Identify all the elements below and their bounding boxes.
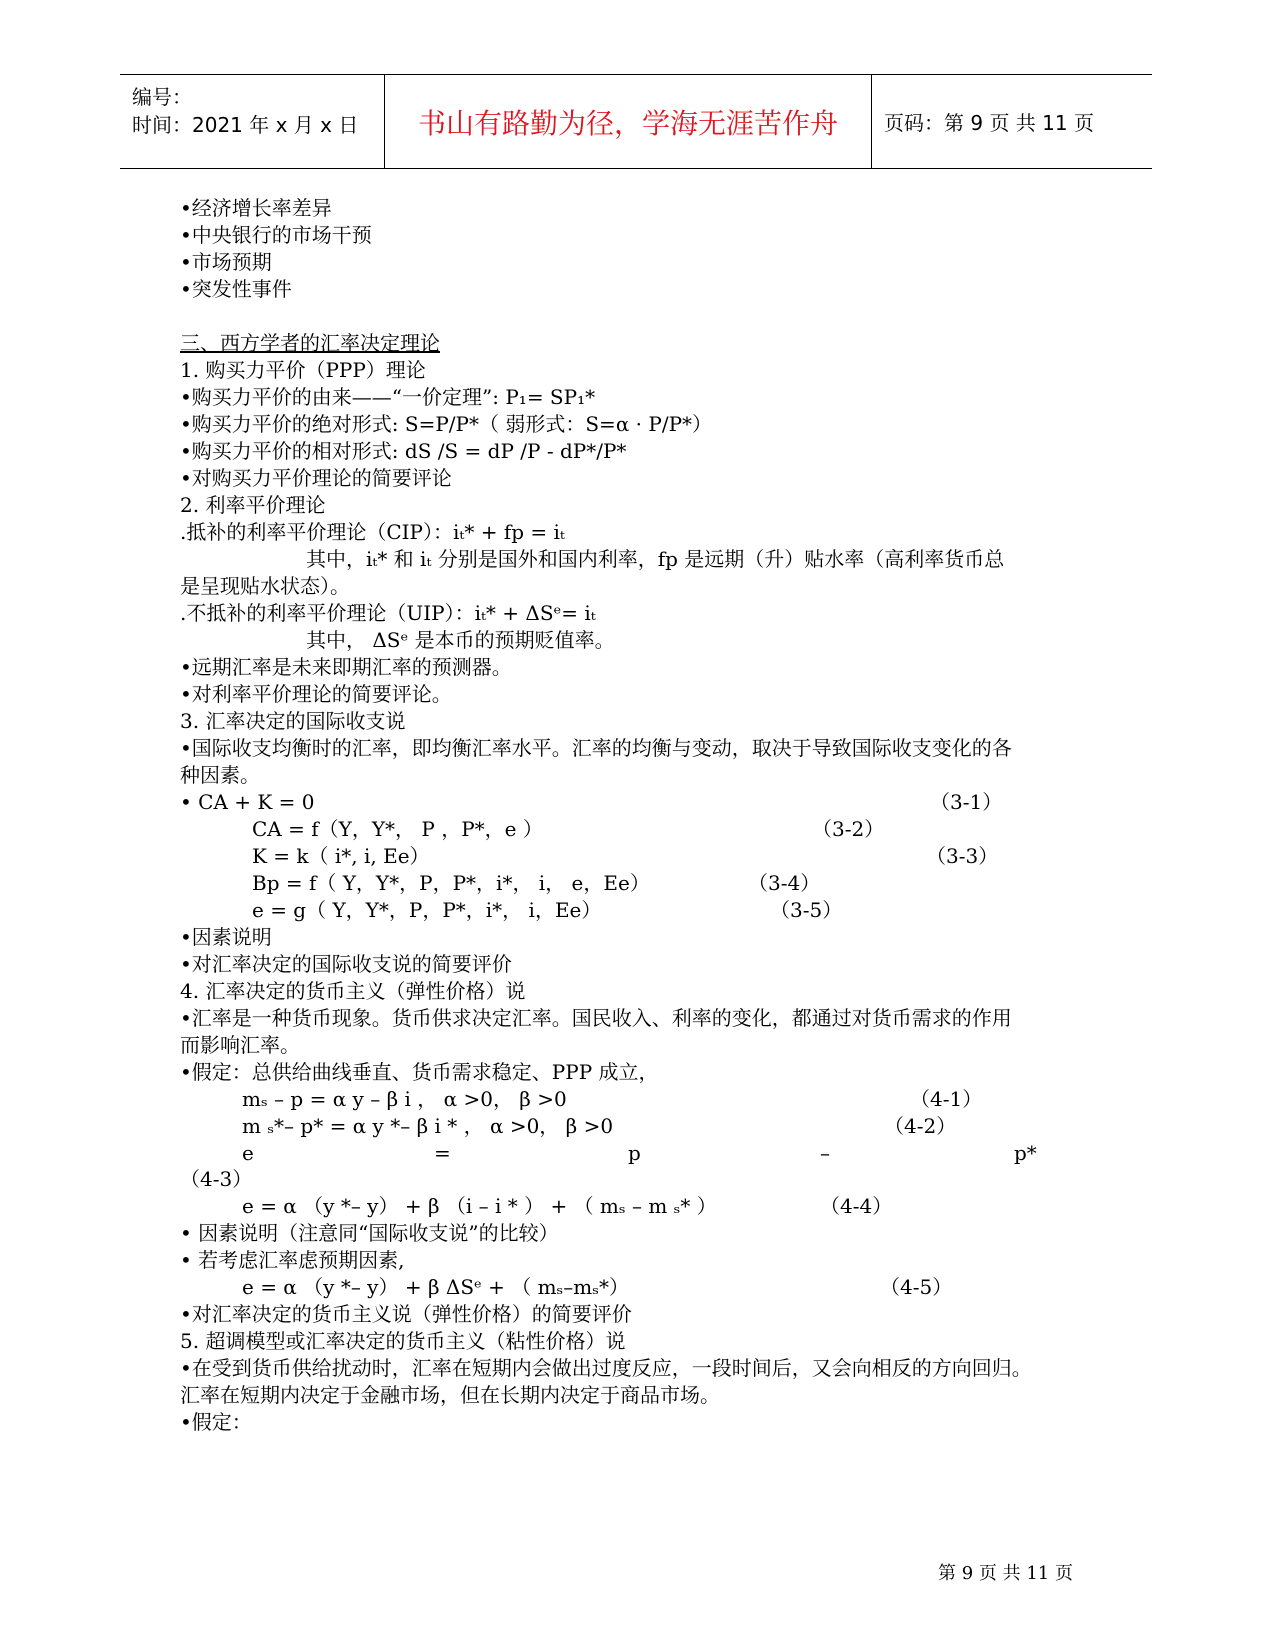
equation-4-3-term: e: [242, 1141, 254, 1165]
bop-text-cont: 种因素。: [180, 763, 260, 787]
bop-review: •对汇率决定的国际收支说的简要评价: [180, 952, 512, 976]
equation-number: （4-4）: [820, 1194, 893, 1218]
header-page-cell: [872, 75, 1152, 168]
monetary-text: •汇率是一种货币现象。货币供求决定汇率。国民收入、利率的变化，都通过对货币需求的作用: [180, 1006, 1012, 1030]
overshooting-assumption: •假定：: [180, 1410, 252, 1434]
equation-number: （4-2）: [884, 1114, 957, 1138]
bullet-expectation: •市场预期: [180, 250, 272, 274]
ppp-absolute: •购买力平价的绝对形式: S=P/P*（ 弱形式：S=α · P/P*）: [180, 412, 713, 436]
equation-number: （3-4）: [748, 871, 821, 895]
equation-4-4: e = α （y *– y） + β （i – i * ） + （ mₛ – m ₛ* ）: [242, 1194, 717, 1218]
ppp-review: •对购买力平价理论的简要评论: [180, 466, 452, 490]
equation-3-3: K = k（ i*, i, Ee）: [252, 844, 430, 868]
equation-3-2: CA = f（Y，Y*， P ，P*，e ）: [252, 817, 543, 841]
bullet-growth: •经济增长率差异: [180, 196, 332, 220]
equation-4-1: mₛ – p = α y – β i ， α >0， β >0: [242, 1087, 567, 1111]
ppp-relative: •购买力平价的相对形式: dS /S = dP /P - dP*/P*: [180, 439, 627, 463]
equation-number: （4-5）: [880, 1275, 953, 1299]
doc-number-label: 编号：: [132, 85, 192, 109]
bullet-events: •突发性事件: [180, 277, 292, 301]
doc-time-label: 时间：2021 年 x 月 x 日: [132, 113, 359, 137]
ppp-origin: •购买力平价的由来——“一价定理”: P₁= SP₁*: [180, 385, 596, 409]
cip-line: .抵补的利率平价理论（CIP）：iₜ* + fp = iₜ: [180, 520, 565, 544]
equation-3-1: • CA + K = 0: [180, 790, 315, 814]
equation-number: （3-1）: [930, 790, 1003, 814]
overshooting-heading: 5. 超调模型或汇率决定的货币主义（粘性价格）说: [180, 1329, 626, 1353]
equation-number: （3-3）: [926, 844, 999, 868]
overshooting-text: •在受到货币供给扰动时，汇率在短期内会做出过度反应，一段时间后，又会向相反的方向回归。: [180, 1356, 1032, 1380]
monetary-heading: 4. 汇率决定的货币主义（弹性价格）说: [180, 979, 526, 1003]
bullet-intervention: •中央银行的市场干预: [180, 223, 372, 247]
forward-rate-line: •远期汇率是未来即期汇率的预测器。: [180, 655, 512, 679]
equation-4-3-term: p*: [1014, 1141, 1037, 1165]
bop-text: •国际收支均衡时的汇率，即均衡汇率水平。汇率的均衡与变动，取决于导致国际收支变化的各: [180, 736, 1012, 760]
equation-number: （4-1）: [910, 1087, 983, 1111]
equation-number: （4-3）: [180, 1167, 253, 1191]
overshooting-text-cont: 汇率在短期内决定于金融市场，但在长期内决定于商品市场。: [180, 1383, 720, 1407]
motto-text: 书山有路勤为径，学海无涯苦作舟: [417, 106, 838, 140]
irp-review: •对利率平价理论的简要评论。: [180, 682, 452, 706]
equation-4-5: e = α （y *– y） + β ΔSᵉ + （ mₛ–mₛ*）: [242, 1275, 630, 1299]
equation-number: （3-2）: [812, 817, 885, 841]
uip-explain: 其中， ΔSᵉ 是本币的预期贬值率。: [306, 628, 615, 652]
page-header: [120, 74, 1152, 169]
monetary-assumption: •假定：总供给曲线垂直、货币需求稳定、PPP 成立，: [180, 1060, 659, 1084]
section-heading: 三、西方学者的汇率决定理论: [180, 331, 440, 355]
equation-3-5: e = g（ Y，Y*，P，P*，i*， i，Ee）: [252, 898, 602, 922]
footer-page-number: 第 9 页 共 11 页: [938, 1563, 1073, 1584]
monetary-expectation: • 若考虑汇率虑预期因素,: [180, 1248, 405, 1272]
monetary-review: •对汇率决定的货币主义说（弹性价格）的简要评价: [180, 1302, 632, 1326]
header-info-cell: [120, 75, 385, 168]
bop-factors: •因素说明: [180, 925, 272, 949]
ppp-heading: 1. 购买力平价（PPP）理论: [180, 358, 426, 382]
equation-4-3-term: p: [628, 1141, 641, 1165]
equation-4-3-term: –: [820, 1141, 830, 1165]
equation-4-3-term: =: [434, 1141, 451, 1165]
bop-heading: 3. 汇率决定的国际收支说: [180, 709, 406, 733]
cip-explain: 其中，iₜ* 和 iₜ 分别是国外和国内利率，fp 是远期（升）贴水率（高利率货币总: [306, 547, 1005, 571]
equation-number: （3-5）: [770, 898, 843, 922]
uip-line: .不抵补的利率平价理论（UIP）：iₜ* + ΔSᵉ= iₜ: [180, 601, 596, 625]
monetary-factors: • 因素说明（注意同“国际收支说”的比较）: [180, 1221, 559, 1245]
monetary-text-cont: 而影响汇率。: [180, 1033, 300, 1057]
header-motto-cell: [385, 75, 872, 168]
equation-3-4: Bp = f（ Y，Y*，P，P*，i*， i， e，Ee）: [252, 871, 650, 895]
cip-explain-cont: 是呈现贴水状态）。: [180, 574, 350, 598]
header-page-label: 页码：第 9 页 共 11 页: [884, 111, 1094, 135]
irp-heading: 2. 利率平价理论: [180, 493, 326, 517]
equation-4-2: m ₛ*– p* = α y *– β i * ， α >0， β >0: [242, 1114, 614, 1138]
